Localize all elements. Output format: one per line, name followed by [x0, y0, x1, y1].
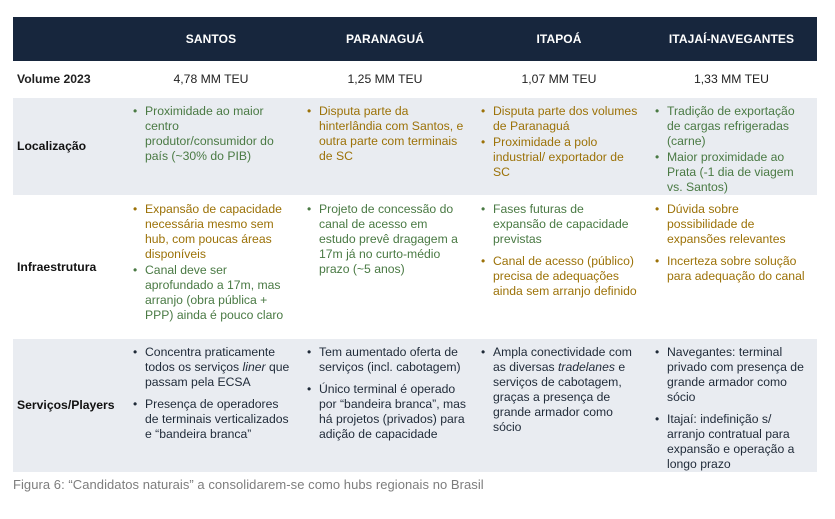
list-item: • Dúvida sobre possibilidade de expansões relevantes	[654, 202, 811, 247]
row-label-volume: Volume 2023	[17, 71, 91, 86]
volume-itajai: 1,33 MM TEU	[694, 71, 769, 86]
list-item: • Proximidade a polo industrial/ exportador de SC	[480, 135, 640, 180]
list-item: • Proximidade ao maior centro produtor/consumidor do país (~30% do PIB)	[132, 104, 292, 164]
infraestrutura-santos-list	[124, 196, 298, 323]
list-item: • Tradição de exportação de cargas refrigeradas (carne)	[654, 104, 811, 149]
volume-paranagua: 1,25 MM TEU	[347, 71, 423, 86]
servicos-paranagua-cell	[298, 339, 472, 473]
servicos-paranagua-list	[298, 339, 472, 442]
list-item	[132, 345, 292, 390]
table-row-infraestrutura	[13, 196, 817, 339]
table-row-volume	[13, 61, 817, 98]
infraestrutura-paranagua-list	[298, 196, 472, 277]
list-item: • Canal de acesso (público) precisa de adequações ainda sem arranjo definido	[480, 254, 640, 299]
list-item: • Canal deve ser aprofundado a 17m, mas arranjo (obra pública + PPP) ainda é pouco claro	[132, 263, 292, 323]
ports-comparison-table	[13, 17, 817, 472]
localizacao-santos-cell	[124, 98, 298, 196]
header-itapoa: ITAPOÁ	[472, 17, 646, 61]
table-row-localizacao	[13, 98, 817, 196]
list-item: • Único terminal é operado por “bandeira branca”, mas há projetos (privados) para adição de capacidade	[306, 382, 466, 442]
list-item	[480, 345, 640, 435]
text-segment: que passam pela ECSA	[145, 360, 290, 389]
text-segment: e serviços de cabotagem, graças a presença de grande armador como sócio	[493, 360, 626, 434]
servicos-itajai-cell	[646, 339, 817, 473]
infraestrutura-itajai-list	[646, 196, 817, 284]
servicos-itajai-list	[646, 339, 817, 472]
text-segment: Ampla conectividade com as diversas	[493, 345, 632, 374]
list-item: • Incerteza sobre solução para adequação do canal	[654, 254, 811, 284]
comparison-table-wrapper	[13, 17, 817, 472]
list-item: • Expansão de capacidade necessária mesmo sem hub, com poucas áreas disponíveis	[132, 202, 292, 262]
volume-itapoa: 1,07 MM TEU	[521, 71, 597, 86]
localizacao-itapoa-cell	[472, 98, 646, 196]
infraestrutura-itajai-cell	[646, 196, 817, 339]
figure-caption: Figura 6: “Candidatos naturais” a consolidarem-se como hubs regionais no Brasil	[13, 477, 484, 492]
header-santos: SANTOS	[124, 17, 298, 61]
list-item: • Maior proximidade ao Prata (-1 dia de viagem vs. Santos)	[654, 150, 811, 195]
infraestrutura-itapoa-cell	[472, 196, 646, 339]
infraestrutura-santos-cell	[124, 196, 298, 339]
localizacao-santos-list	[124, 98, 298, 164]
list-item: • Itajaí: indefinição s/ arranjo contratual para expansão e operação a longo prazo	[654, 412, 811, 472]
table-row-servicos	[13, 339, 817, 473]
servicos-itapoa-list	[472, 339, 646, 435]
list-item: • Disputa parte dos volumes de Paranaguá	[480, 104, 640, 134]
servicos-santos-cell	[124, 339, 298, 473]
list-item: • Projeto de concessão do canal de acesso em estudo prevê dragagem a 17m já no curto-médio prazo (~5 anos)	[306, 202, 466, 277]
row-label-localizacao: Localização	[13, 98, 124, 196]
header-paranagua: PARANAGUÁ	[298, 17, 472, 61]
servicos-santos-list	[124, 339, 298, 442]
list-item: • Fases futuras de expansão de capacidade previstas	[480, 202, 640, 247]
localizacao-itajai-cell	[646, 98, 817, 196]
infraestrutura-paranagua-cell	[298, 196, 472, 339]
list-item: • Tem aumentado oferta de serviços (incl. cabotagem)	[306, 345, 466, 375]
row-label-servicos: Serviços/Players	[13, 339, 124, 473]
infraestrutura-itapoa-list	[472, 196, 646, 299]
text-segment: Concentra praticamente todos os serviços	[145, 345, 276, 374]
table-header-row	[13, 17, 817, 61]
localizacao-paranagua-list	[298, 98, 472, 164]
localizacao-paranagua-cell	[298, 98, 472, 196]
localizacao-itajai-list	[646, 98, 817, 195]
servicos-itapoa-cell	[472, 339, 646, 473]
localizacao-itapoa-list	[472, 98, 646, 180]
list-item: • Navegantes: terminal privado com presença de grande armador como sócio	[654, 345, 811, 405]
volume-santos: 4,78 MM TEU	[173, 71, 249, 86]
header-itajai-navegantes: ITAJAÍ-NAVEGANTES	[646, 17, 817, 61]
header-empty-cell	[13, 17, 124, 61]
text-segment-italic: tradelanes	[558, 360, 615, 374]
list-item: • Disputa parte da hinterlândia com Santos, e outra parte com terminais de SC	[306, 104, 466, 164]
list-item: • Presença de operadores de terminais verticalizados e “bandeira branca”	[132, 397, 292, 442]
row-label-infraestrutura: Infraestrutura	[13, 196, 124, 339]
text-segment-italic: liner	[242, 360, 266, 374]
